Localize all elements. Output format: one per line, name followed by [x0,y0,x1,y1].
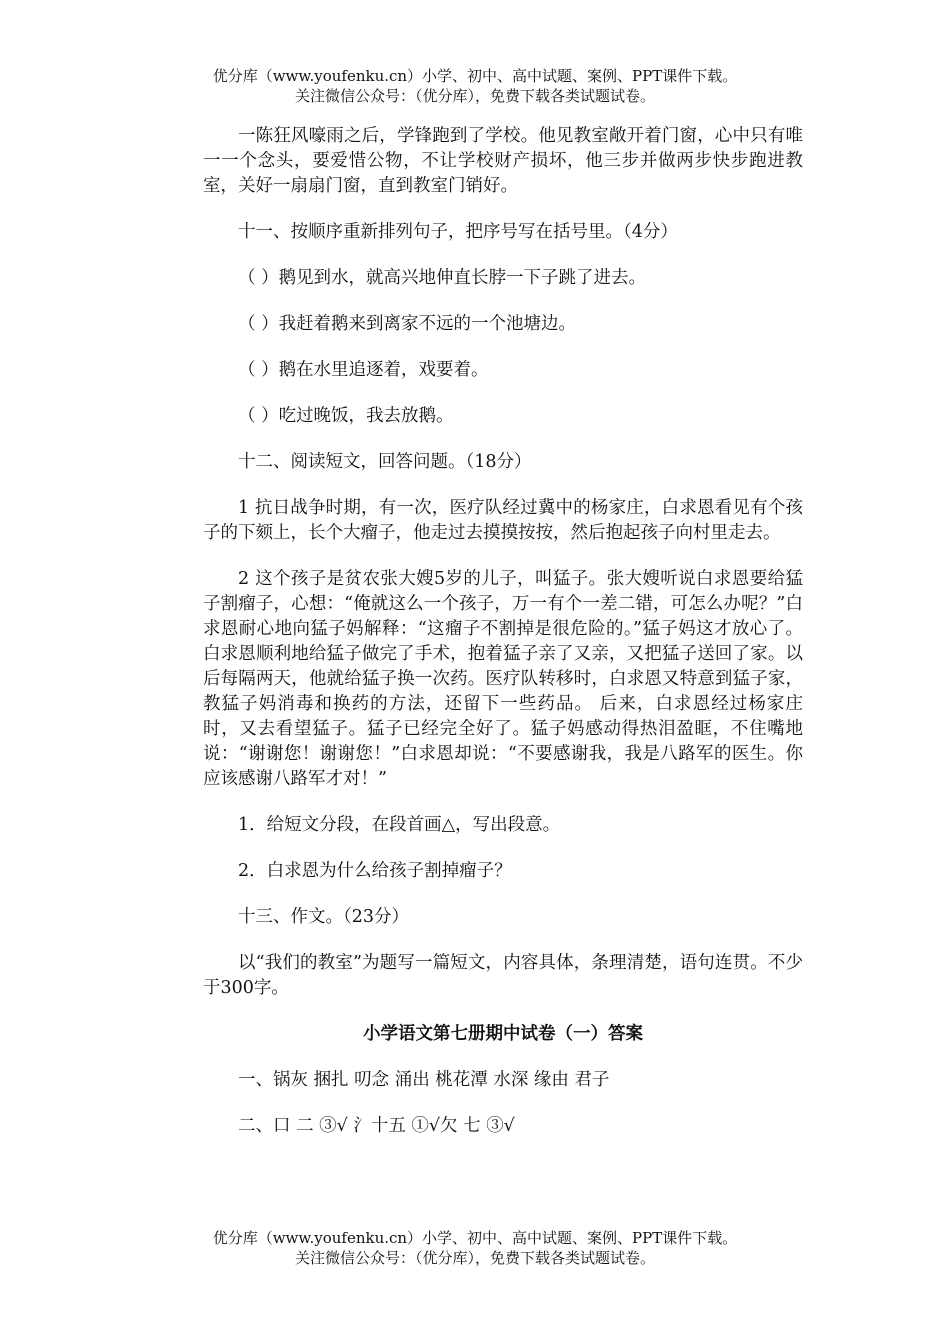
question-13-title: 十三、作文。（23分） [238,907,410,927]
footer-line-2: 关注微信公众号：（优分库），免费下载各类试题试卷。 [294,1249,655,1267]
intro-paragraph: 一陈狂风嚎雨之后，学锋跑到了学校。他见教室敞开着门窗，心中只有唯一一个念头，要爱惜公物，不让学校财产损坏，他三步并做两步快步跑进教室，关好一扇扇门窗，直到教室门销好。 [203,126,803,196]
answer-line-1: 一、锅灰 捆扎 叨念 涌出 桃花潭 水深 缘由 君子 [238,1070,610,1090]
question-11-title: 十一、按顺序重新排列句子，把序号写在括号里。（4分） [238,222,678,242]
question-11-item: （ ）鹅在水里追逐着，戏要着。 [238,360,489,380]
header-line-1: 优分库（www.youfenku.cn）小学、初中、高中试题、案例、PPT课件下载。 [212,67,738,85]
question-12-sub-2: 2．白求恩为什么给孩子割掉瘤子？ [238,861,512,881]
reading-paragraph-2: 2 这个孩子是贫农张大嫂5岁的儿子，叫猛子。张大嫂听说白求恩要给猛子割瘤子，心想：“俺就这么一个孩子，万一有个一差二错，可怎么办呢？”白求恩耐心地向猛子妈解释：“这瘤子不割掉是很危险的。”猛子妈这才放心了。白求恩顺利地给猛子做完了手术，抱着猛子亲了又亲，又把猛子送回了家。以后每隔两天，他就给猛子换一次药。医疗队转移时，白求恩又特意到猛子家，教猛子妈消毒和换药的方法，还留下一些药品。 后来，白求恩经过杨家庄时，又去看望猛子。猛子已经完全好了。猛子妈感动得热泪盈眶，不住嘴地说：“谢谢您！谢谢您！”白求恩却说：“不要感谢我，我是八路军的医生。你应该感谢八路军才对！” [203,569,803,789]
document-body [203,124,803,1160]
answer-line-2: 二、口 二 ③√ 氵十五 ①√欠 七 ③√ [238,1116,515,1136]
question-11-item: （ ）我赶着鹅来到离家不远的一个池塘边。 [238,314,577,334]
essay-prompt: 以“我们的教室”为题写一篇短文，内容具体，条理清楚，语句连贯。不少于300字。 [203,953,803,998]
question-12-title: 十二、阅读短文，回答问题。（18分） [238,452,532,472]
page-footer [0,1228,950,1268]
answer-key-title: 小学语文第七册期中试卷（一）答案 [363,1024,643,1044]
reading-paragraph-1: 1 抗日战争时期，有一次，医疗队经过冀中的杨家庄，白求恩看见有个孩子的下颏上，长个大瘤子，他走过去摸摸按按，然后抱起孩子向村里走去。 [203,498,803,543]
header-line-2: 关注微信公众号：（优分库），免费下载各类试题试卷。 [294,87,655,105]
page-header [0,66,950,106]
question-11-item: （ ）吃过晚饭，我去放鹅。 [238,406,454,426]
question-12-sub-1: 1．给短文分段，在段首画△，写出段意。 [238,815,561,835]
question-11-item: （ ）鹅见到水，就高兴地伸直长脖一下子跳了进去。 [238,268,647,288]
footer-line-1: 优分库（www.youfenku.cn）小学、初中、高中试题、案例、PPT课件下载。 [212,1229,738,1247]
